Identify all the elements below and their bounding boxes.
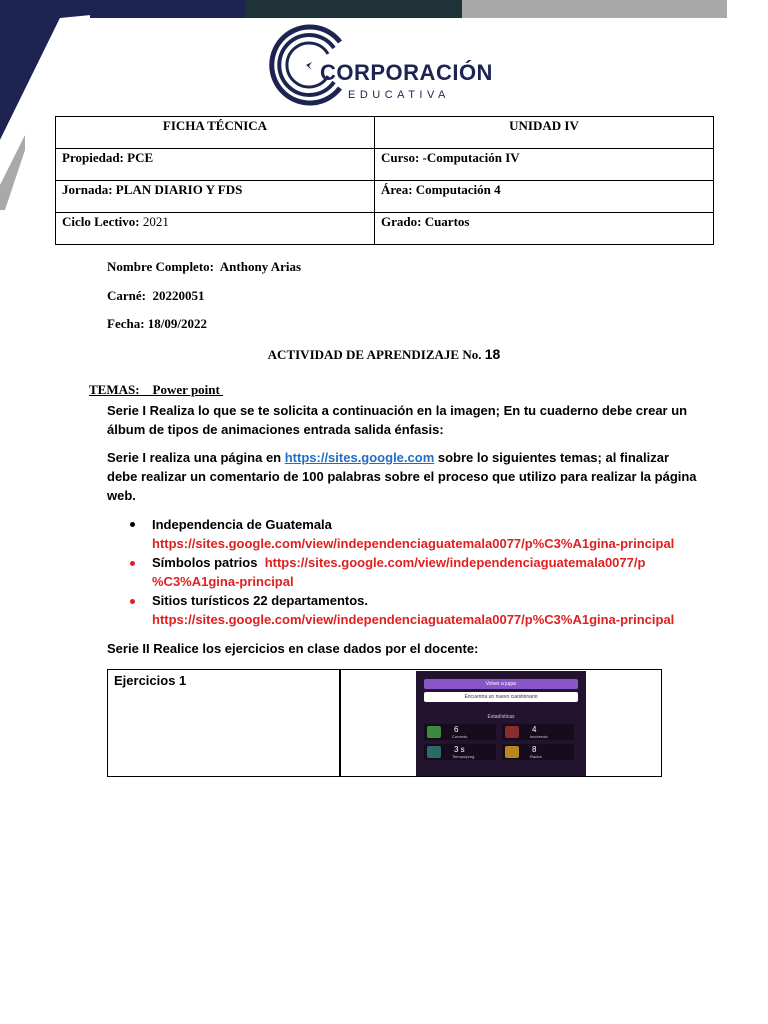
bullet1-link[interactable]: https://sites.google.com/view/independenciaguatemala0077/p%C3%A1gina-principal bbox=[152, 536, 675, 551]
activity-title-text: ACTIVIDAD DE APRENDIZAJE No. bbox=[267, 347, 482, 362]
google-sites-link[interactable]: https://sites.google.com bbox=[284, 450, 435, 465]
bullet-dot-icon bbox=[130, 599, 135, 604]
stat-label: Correcto bbox=[452, 734, 468, 739]
logo-sub-text: EDUCATIVA bbox=[348, 89, 450, 101]
unidad-header: UNIDAD IV bbox=[375, 117, 714, 149]
serie1b-line1 bbox=[107, 448, 669, 467]
bullet3-link[interactable]: https://sites.google.com/view/independenciaguatemala0077/p%C3%A1gina-principal bbox=[152, 612, 675, 627]
header-band-dark bbox=[245, 0, 465, 18]
bullet2-title: Símbolos patrios bbox=[152, 555, 258, 570]
bullet2-link-part1[interactable]: https://sites.google.com/view/independenciaguatemala0077/p bbox=[264, 555, 646, 570]
nombre-value: Anthony Arias bbox=[219, 259, 302, 274]
bullet2-line1 bbox=[152, 553, 645, 572]
checkmark-icon bbox=[427, 726, 441, 738]
ciclo-lectivo-label: Ciclo Lectivo: bbox=[62, 214, 140, 229]
serie1b-pre: Serie I realiza una página en bbox=[107, 450, 285, 465]
fecha-label: Fecha: bbox=[107, 316, 145, 331]
bullet-dot-icon bbox=[130, 522, 135, 527]
play-again-button: Volver a jugar bbox=[424, 679, 578, 689]
area-cell: Área: Computación 4 bbox=[375, 181, 714, 213]
serie1b-line2: debe realizar un comentario de 100 palabras sobre el proceso que utilizo para realizar la página bbox=[107, 469, 697, 484]
grado-cell: Grado: Cuartos bbox=[375, 213, 714, 245]
ficha-tecnica-table bbox=[55, 116, 714, 245]
stat-label: Incorrecto bbox=[530, 734, 548, 739]
stat-correct-card bbox=[424, 724, 496, 740]
table-divider bbox=[339, 669, 340, 777]
exercise-label: Ejercicios 1 bbox=[114, 673, 187, 688]
jornada-cell: Jornada: PLAN DIARIO Y FDS bbox=[56, 181, 375, 213]
stat-streak-card bbox=[502, 744, 574, 760]
corporacion-logo bbox=[262, 20, 493, 110]
bullet1-title: Independencia de Guatemala bbox=[152, 517, 332, 532]
ciclo-lectivo-cell bbox=[56, 213, 375, 245]
table-row bbox=[56, 213, 714, 245]
stat-value: 4 bbox=[532, 725, 537, 734]
stat-value: 8 bbox=[532, 745, 537, 754]
flame-icon bbox=[505, 746, 519, 758]
exercise-label-cell bbox=[108, 670, 341, 777]
nombre-label: Nombre Completo: bbox=[107, 259, 214, 274]
fecha-value: 18/09/2022 bbox=[147, 316, 208, 331]
new-quiz-button: Encuentra un nuevo cuestionario bbox=[424, 692, 578, 702]
table-row bbox=[56, 149, 714, 181]
serie1b-line3: web. bbox=[107, 488, 136, 503]
stat-label: Tiempo/preg bbox=[452, 754, 475, 759]
serie1a-line2: álbum de tipos de animaciones entrada salida énfasis: bbox=[107, 422, 444, 437]
cross-icon bbox=[505, 726, 519, 738]
serie1b-post: sobre lo siguientes temas; al finalizar bbox=[434, 450, 670, 465]
stat-label: Racha bbox=[530, 754, 542, 759]
serie2-text: Serie II Realice los ejercicios en clase dados por el docente: bbox=[107, 641, 479, 656]
propiedad-cell: Propiedad: PCE bbox=[56, 149, 375, 181]
table-row bbox=[56, 117, 714, 149]
stat-value: 6 bbox=[454, 725, 459, 734]
stats-title: Estadísticas bbox=[487, 714, 515, 720]
carne-line bbox=[107, 288, 205, 304]
nombre-line bbox=[107, 259, 301, 275]
bullet-dot-icon bbox=[130, 561, 135, 566]
logo-main-text: CORPORACIÓN bbox=[320, 60, 493, 85]
hourglass-icon bbox=[427, 746, 441, 758]
ciclo-lectivo-value: 2021 bbox=[142, 214, 169, 229]
ficha-tecnica-header: FICHA TÉCNICA bbox=[56, 117, 375, 149]
table-row bbox=[56, 181, 714, 213]
header-band-gray bbox=[462, 0, 727, 18]
bullet3-title: Sitios turísticos 22 departamentos. bbox=[152, 593, 369, 608]
curso-cell: Curso: -Computación IV bbox=[375, 149, 714, 181]
activity-title bbox=[0, 346, 768, 363]
stat-incorrect-card bbox=[502, 724, 574, 740]
temas-heading: TEMAS: Power point bbox=[89, 382, 224, 397]
fecha-line bbox=[107, 316, 207, 332]
bullet2-link-part2[interactable]: %C3%A1gina-principal bbox=[152, 574, 294, 589]
quiz-results-screenshot bbox=[416, 671, 586, 776]
serie1a-line1: Serie I Realiza lo que se te solicita a continuación en la imagen; En tu cuaderno debe crear un bbox=[107, 403, 688, 418]
carne-value: 20220051 bbox=[152, 288, 205, 303]
stat-value: 3 s bbox=[454, 745, 465, 754]
carne-label: Carné: bbox=[107, 288, 146, 303]
stat-time-card bbox=[424, 744, 496, 760]
activity-number: 18 bbox=[484, 346, 501, 362]
